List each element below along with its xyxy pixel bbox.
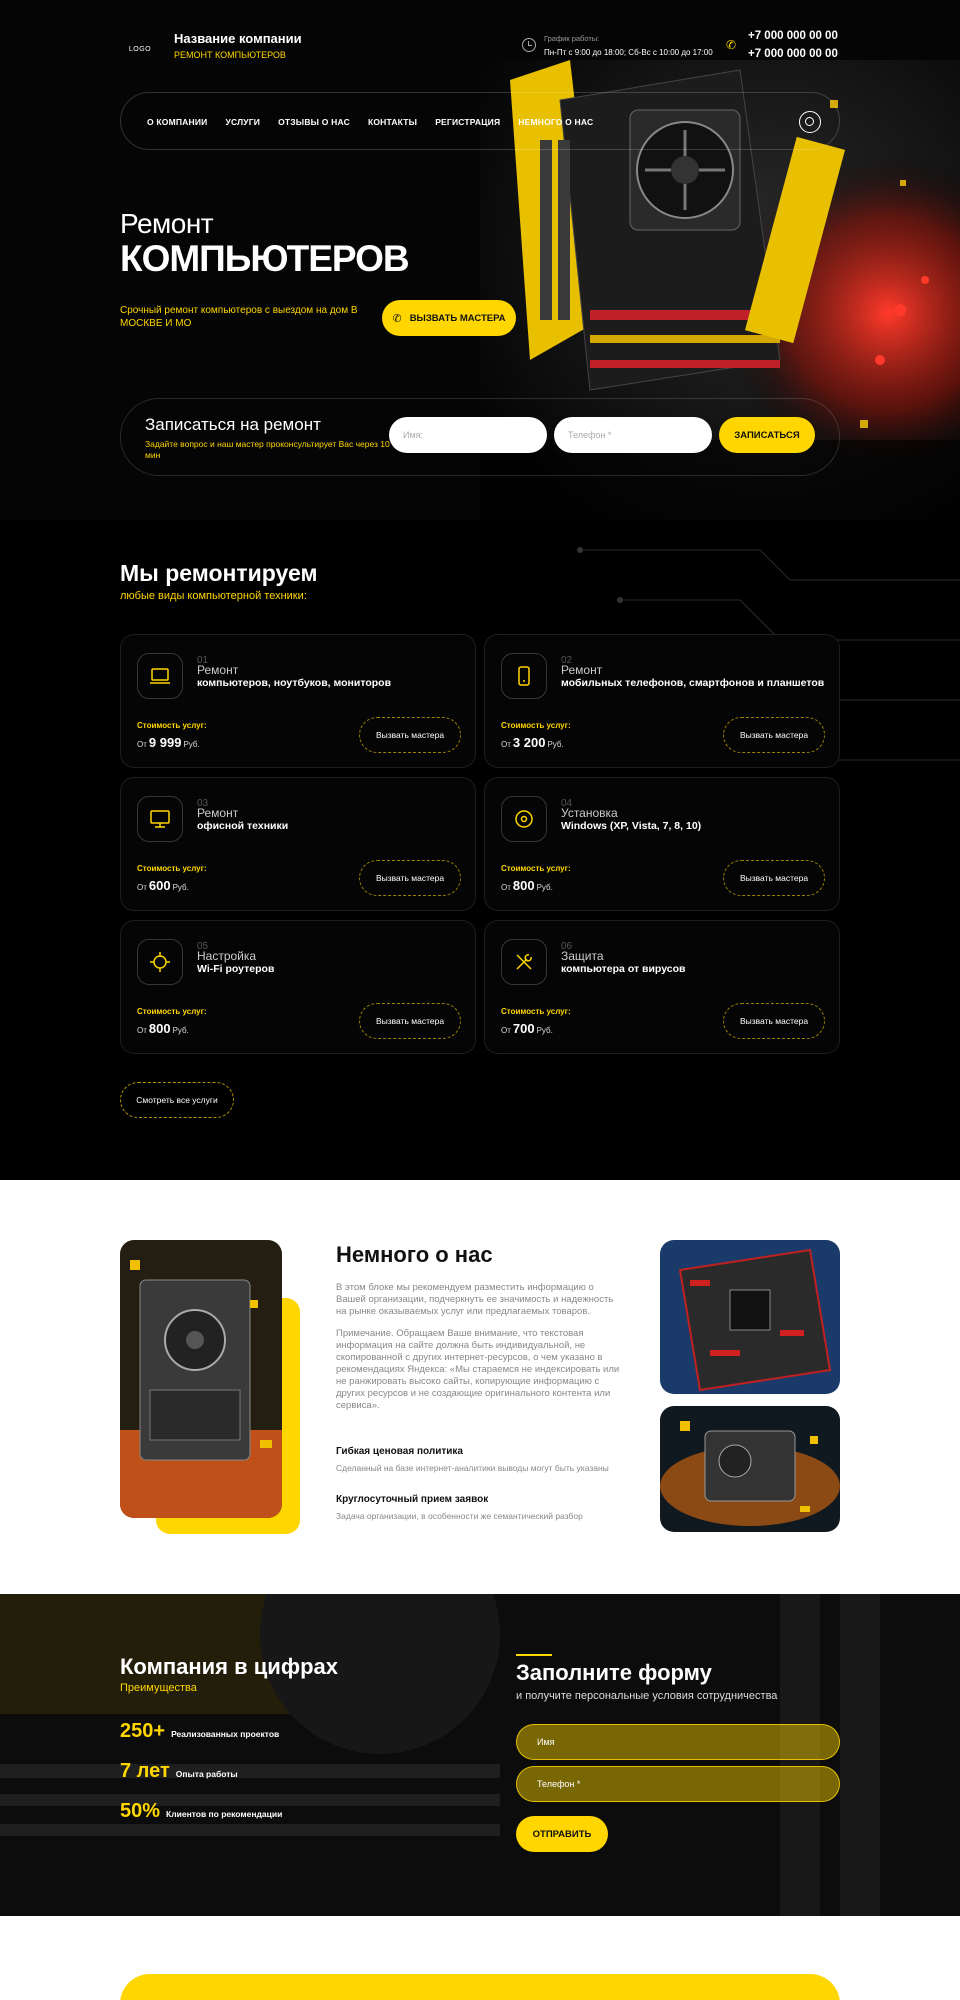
price [501,878,553,893]
laptop-icon [137,653,183,699]
form-name-input[interactable]: Имя [516,1724,840,1760]
stat-item [120,1800,282,1823]
stat-label: Клиентов по рекомендации [166,1809,283,1819]
about-section [0,1180,960,1594]
price-label: Стоимость услуг: [501,864,571,873]
service-card [484,634,840,768]
form-title: Заполните форму [516,1660,712,1685]
price [501,735,564,750]
price-value: 800 [512,878,535,893]
service-card [120,920,476,1054]
stat-value: 7 лет [120,1760,170,1782]
about-image-gpu [660,1406,840,1532]
search-icon[interactable] [799,111,821,133]
all-services-button[interactable]: Смотреть все услуги [120,1082,234,1118]
chip-icon [137,939,183,985]
service-number: 01 [197,655,209,666]
price-from: От [137,1026,147,1035]
schedule-value: Пн-Пт с 9:00 до 18:00; Сб-Вс с 10:00 до 17:00 [544,48,713,57]
service-kind: Настройка [197,949,257,963]
cd-icon [501,796,547,842]
call-master-button[interactable]: Вызвать мастера [359,717,461,753]
top-bar [120,28,840,68]
service-title: Wi-Fi роутеров [197,963,275,975]
service-number: 04 [561,798,573,809]
price-value: 3 200 [512,735,546,750]
price-currency: Руб. [183,740,200,749]
stats-title: Компания в цифрах [120,1654,338,1679]
price [137,878,189,893]
price-value: 600 [148,878,171,893]
price-currency: Руб. [547,740,564,749]
form-submit-button[interactable]: ОТПРАВИТЬ [516,1816,608,1852]
price-label: Стоимость услуг: [501,1007,571,1016]
yellow-banner [120,1974,840,2000]
price-currency: Руб. [536,1026,553,1035]
form-accent-line [516,1654,552,1656]
price-from: От [137,740,147,749]
phone-icon: ✆ [726,38,737,52]
service-title: Windows (XP, Vista, 7, 8, 10) [561,820,702,832]
call-master-button[interactable]: Вызвать мастера [723,860,825,896]
call-master-button[interactable]: Вызвать мастера [359,860,461,896]
service-number: 02 [561,655,573,666]
service-kind: Установка [561,806,618,820]
price-from: От [501,740,511,749]
stat-label: Опыта работы [175,1769,238,1779]
phone-number-1[interactable]: +7 000 000 00 00 [748,30,838,42]
about-image-main [120,1240,282,1518]
service-card [120,634,476,768]
call-master-label: ВЫЗВАТЬ МАСТЕРА [409,312,506,324]
service-title: компьютеров, ноутбуков, мониторов [197,677,392,689]
about-title: Немного о нас [336,1242,493,1267]
about-image-board [660,1240,840,1394]
service-number: 05 [197,941,209,952]
price [137,735,200,750]
about-paragraph-2: Примечание. Обращаем Ваше внимание, что текстовая информация на сайте должна быть индивидуальной, не скопированной с других интернет-ресурсов, о чем указано в рекомендациях Яндекса: «Мы стараемся не индексировать или не ранжировать высоко сайты, копирующие информацию с других ресурсов и не создающие оригинального контента или сервиса». [336,1328,620,1411]
price [501,1021,553,1036]
service-kind: Ремонт [561,663,603,677]
service-kind: Ремонт [197,806,239,820]
tools-icon [501,939,547,985]
price-from: От [501,883,511,892]
services-section [0,520,960,1180]
price-value: 800 [148,1021,171,1036]
bottom-section [0,1916,960,2000]
nav-item-reviews[interactable]: ОТЗЫВЫ О НАС [278,117,350,127]
stat-value: 250+ [120,1720,166,1742]
signup-name-input[interactable]: Имя: [389,417,547,453]
stat-item [120,1760,238,1783]
phone-icon: ✆ [392,312,402,325]
signup-phone-input[interactable]: Телефон * [554,417,712,453]
price-currency: Руб. [536,883,553,892]
company-name: Название компании [174,31,302,46]
service-kind: Защита [561,949,604,963]
price-currency: Руб. [172,1026,189,1035]
service-card [484,920,840,1054]
price-from: От [501,1026,511,1035]
signup-description: Задайте вопрос и наш мастер проконсультирует Вас через 10 мин [145,439,390,460]
price-currency: Руб. [172,883,189,892]
hero-description: Срочный ремонт компьютеров с выездом на дом В МОСКВЕ И МО [120,305,358,329]
price-label: Стоимость услуг: [137,864,207,873]
price-label: Стоимость услуг: [137,721,207,730]
price-label: Стоимость услуг: [501,721,571,730]
logo[interactable]: LOGO [128,45,152,53]
nav-item-services[interactable]: УСЛУГИ [225,117,261,127]
schedule-title: График работы: [544,34,600,43]
stat-item [120,1720,279,1743]
price [137,1021,189,1036]
signup-submit-button[interactable]: ЗАПИСАТЬСЯ [719,417,815,453]
service-card [484,777,840,911]
signup-title: Записаться на ремонт [145,415,321,434]
nav-item-contacts[interactable]: КОНТАКТЫ [367,117,418,127]
call-master-button[interactable] [382,300,516,336]
signup-bar [120,398,840,476]
feature-title: Гибкая ценовая политика [336,1446,463,1457]
service-card [120,777,476,911]
stats-section [0,1594,960,1916]
about-paragraph-1: В этом блоке мы рекомендуем разместить информацию о Вашей организации, подчеркнуть ее значимость и надежность на рынке оказываемых услуг или предлагаемых товаров. [336,1282,614,1317]
service-title: офисной техники [197,820,289,832]
service-title: мобильных телефонов, смартфонов и планшетов [561,677,825,689]
call-master-button[interactable]: Вызвать мастера [723,717,825,753]
price-label: Стоимость услуг: [137,1007,207,1016]
stats-subtitle: Преимущества [120,1682,197,1694]
nav-item-about[interactable]: О КОМПАНИИ [147,117,208,127]
price-value: 9 999 [148,735,182,750]
hero-title-line2: КОМПЬЮТЕРОВ [120,238,409,279]
call-master-button[interactable]: Вызвать мастера [359,1003,461,1039]
form-phone-input[interactable]: Телефон * [516,1766,840,1802]
call-master-button[interactable]: Вызвать мастера [723,1003,825,1039]
form-subtitle: и получите персональные условия сотрудничества [516,1690,778,1702]
nav-item-registration[interactable]: РЕГИСТРАЦИЯ [435,117,501,127]
service-title: компьютера от вирусов [561,963,686,975]
clock-icon [522,38,536,52]
price-from: От [137,883,147,892]
service-number: 03 [197,798,209,809]
main-nav [120,92,840,150]
company-tagline: РЕМОНТ КОМПЬЮТЕРОВ [174,50,286,60]
feature-description: Сделанный на базе интернет-аналитики выводы могут быть указаны [336,1463,609,1473]
stat-label: Реализованных проектов [171,1729,280,1739]
nav-item-about-us[interactable]: НЕМНОГО О НАС [518,117,594,127]
feature-description: Задача организации, в особенности же семантический разбор [336,1511,583,1521]
service-number: 06 [561,941,573,952]
hero-section [0,0,960,520]
feature-title: Круглосуточный прием заявок [336,1494,489,1505]
service-kind: Ремонт [197,663,239,677]
phone-number-2[interactable]: +7 000 000 00 00 [748,48,838,60]
hero-title-line1: Ремонт [120,208,214,239]
monitor-icon [137,796,183,842]
services-subtitle: любые виды компьютерной техники: [120,590,307,602]
services-title: Мы ремонтируем [120,560,318,586]
phone-icon [501,653,547,699]
stat-value: 50% [120,1800,161,1822]
price-value: 700 [512,1021,535,1036]
